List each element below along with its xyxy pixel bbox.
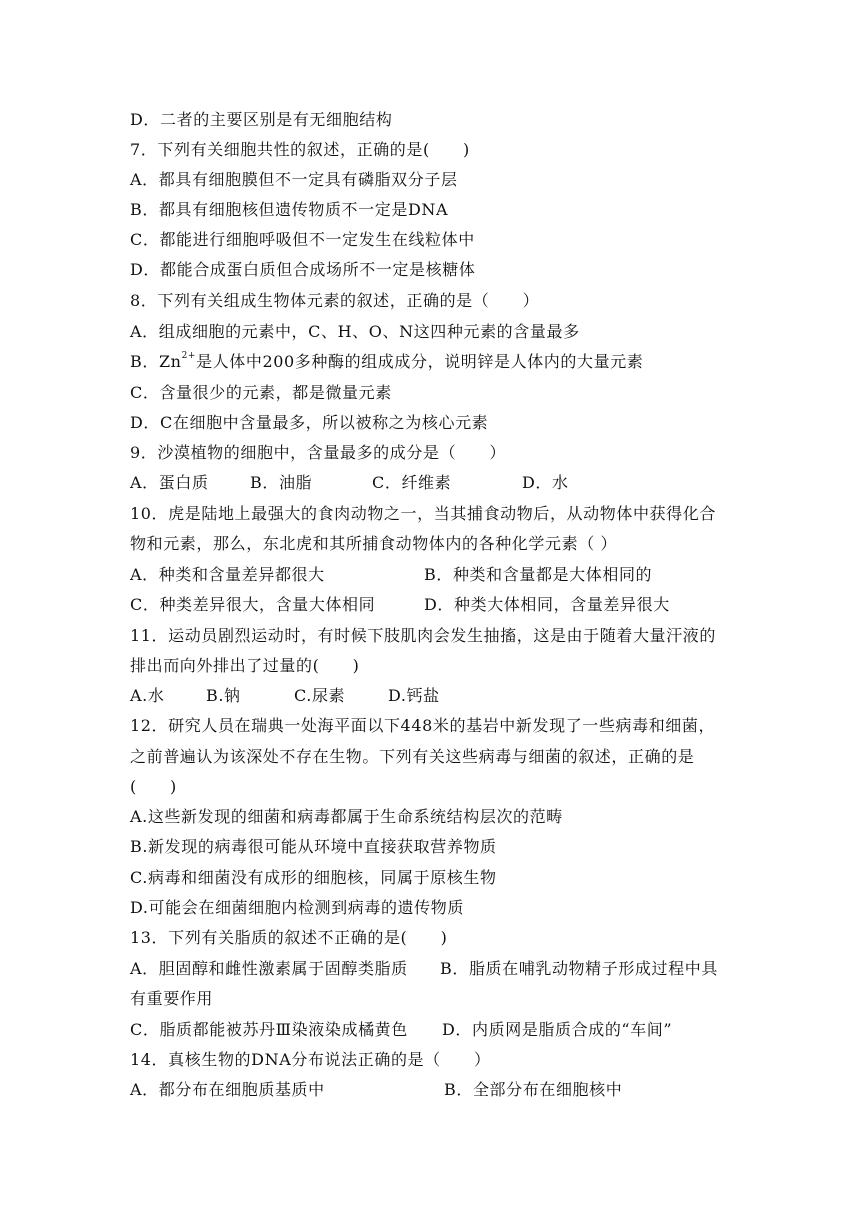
q13-option-d: D．内质网是脂质合成的“车间” xyxy=(442,1020,673,1039)
q11-option-a: A.水 xyxy=(130,686,165,705)
q12-stem-line1: 12．研究人员在瑞典一处海平面以下448米的基岩中新发现了一些病毒和细菌， xyxy=(130,716,716,735)
q9-option-b: B．油脂 xyxy=(250,473,313,492)
q9-option-a: A．蛋白质 xyxy=(130,473,209,492)
q9-option-d: D．水 xyxy=(522,473,569,492)
q9-option-c: C．纤维素 xyxy=(372,473,452,492)
q10-option-b: B．种类和含量都是大体相同的 xyxy=(424,565,653,584)
q13-option-b-cont: 有重要作用 xyxy=(130,989,214,1008)
q8-option-d: D．C在细胞中含量最多，所以被称之为核心元素 xyxy=(130,413,489,432)
q7-option-a: A．都具有细胞膜但不一定具有磷脂双分子层 xyxy=(130,170,458,189)
q12-option-c: C.病毒和细菌没有成形的细胞核，同属于原核生物 xyxy=(130,868,497,887)
q12-option-a: A.这些新发现的细菌和病毒都属于生命系统结构层次的范畴 xyxy=(130,807,563,826)
q11-option-d: D.钙盐 xyxy=(388,686,440,705)
q11-option-c: C.尿素 xyxy=(294,686,346,705)
q14-option-b: B．全部分布在细胞核中 xyxy=(444,1080,623,1099)
q13-option-c: C．脂质都能被苏丹Ⅲ染液染成橘黄色 xyxy=(130,1020,408,1039)
q11-option-b: B.钠 xyxy=(206,686,241,705)
q10-stem-line1: 10．虎是陆地上最强大的食肉动物之一，当其捕食动物后，从动物体中获得化合 xyxy=(130,504,716,523)
q10-stem-line2: 物和元素，那么，东北虎和其所捕食动物体内的各种化学元素（ ） xyxy=(130,534,618,553)
zinc-charge-superscript: 2+ xyxy=(181,351,197,361)
q7-option-d: D．都能合成蛋白质但合成场所不一定是核糖体 xyxy=(130,260,476,279)
q6-option-d: D．二者的主要区别是有无细胞结构 xyxy=(130,110,393,129)
q11-stem-line2: 排出而向外排出了过量的( ) xyxy=(130,656,360,675)
q12-stem-line2: 之前普遍认为该深处不存在生物。下列有关这些病毒与细菌的叙述，正确的是 xyxy=(130,747,695,766)
q9-stem: 9．沙漠植物的细胞中，含量最多的成分是（ ） xyxy=(130,443,506,462)
q8-stem: 8．下列有关组成生物体元素的叙述，正确的是（ ） xyxy=(130,291,540,310)
q14-stem: 14．真核生物的DNA分布说法正确的是（ ） xyxy=(130,1050,491,1069)
q7-option-b: B．都具有细胞核但遗传物质不一定是DNA xyxy=(130,200,449,219)
q13-stem: 13．下列有关脂质的叙述不正确的是( ) xyxy=(130,928,448,947)
q8-option-b: B．$Zn^{2+}$是人体中200多种酶的组成成分，说明锌是人体内的大量元素 xyxy=(130,351,644,371)
q10-option-d: D．种类大体相同，含量差异很大 xyxy=(424,595,670,614)
q12-option-b: B.新发现的病毒很可能从环境中直接获取营养物质 xyxy=(130,837,497,856)
q10-option-c: C．种类差异很大，含量大体相同 xyxy=(130,595,376,614)
q12-option-d: D.可能会在细菌细胞内检测到病毒的遗传物质 xyxy=(130,898,464,917)
q8-option-a: A．组成细胞的元素中，C、H、O、N这四种元素的含量最多 xyxy=(130,322,580,341)
q13-option-a: A．胆固醇和雌性激素属于固醇类脂质 xyxy=(130,959,408,978)
q10-option-a: A．种类和含量差异都很大 xyxy=(130,565,325,584)
q7-option-c: C．都能进行细胞呼吸但不一定发生在线粒体中 xyxy=(130,230,475,249)
q12-stem-line3: ( ) xyxy=(130,777,177,796)
q14-option-a: A．都分布在细胞质基质中 xyxy=(130,1080,325,1099)
q11-stem-line1: 11．运动员剧烈运动时，有时候下肢肌肉会发生抽搐，这是由于随着大量汗液的 xyxy=(130,626,716,645)
q13-option-b: B．脂质在哺乳动物精子形成过程中具 xyxy=(440,959,718,978)
q7-stem: 7．下列有关细胞共性的叙述，正确的是( ) xyxy=(130,140,470,159)
q8-option-c: C．含量很少的元素，都是微量元素 xyxy=(130,383,392,402)
